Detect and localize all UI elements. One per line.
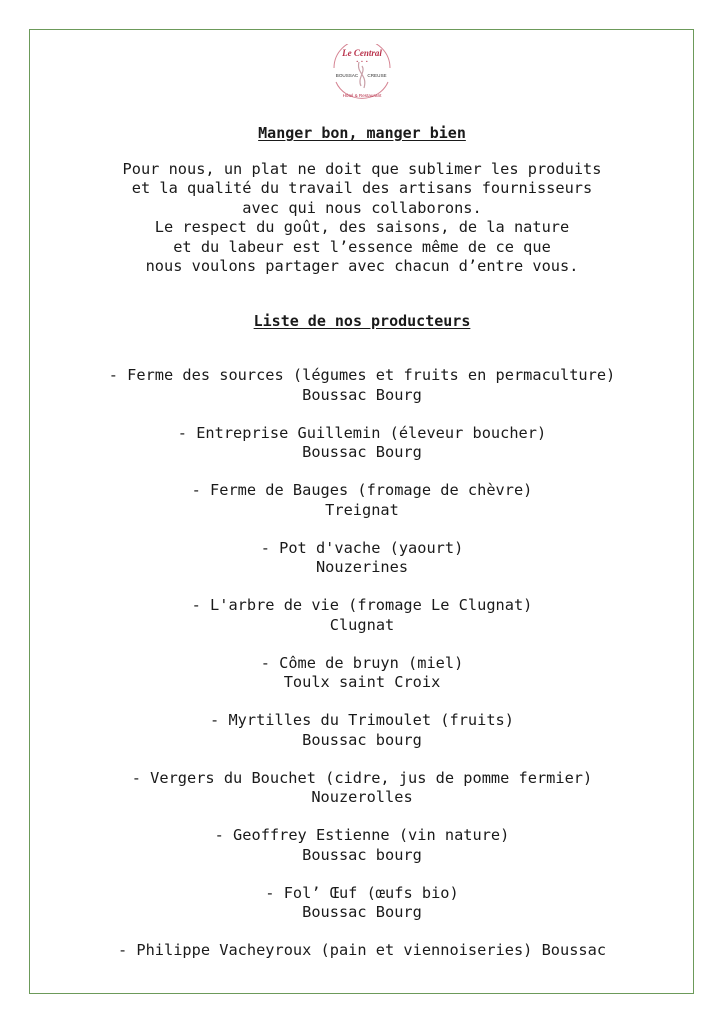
logo-stars: • • • xyxy=(355,59,369,64)
producer-item xyxy=(0,711,724,769)
logo-subtitle: Hôtel & Restaurant xyxy=(342,93,382,98)
producer-place: Boussac Bourg xyxy=(302,443,422,462)
logo-right-town: CREUSE xyxy=(367,73,387,78)
intro-line: et du labeur est l’essence même de ce que xyxy=(173,237,551,256)
producer-item xyxy=(0,654,724,712)
producer-place: Treignat xyxy=(325,500,399,519)
producer-name: - Philippe Vacheyroux (pain et viennoiseries) Boussac xyxy=(117,941,607,959)
producer-name: - Geoffrey Estienne (vin nature) xyxy=(214,826,510,844)
producer-name: - Entreprise Guillemin (éleveur boucher) xyxy=(177,423,547,442)
producer-name: - Ferme de Bauges (fromage de chèvre) xyxy=(191,481,533,499)
intro-line: nous voulons partager avec chacun d’entre vous. xyxy=(145,257,579,276)
producer-item xyxy=(0,596,724,654)
title-manger-bon: Manger bon, manger bien xyxy=(258,124,466,142)
producer-item xyxy=(0,826,724,884)
intro-line: et la qualité du travail des artisans fournisseurs xyxy=(131,179,593,198)
producer-list xyxy=(0,366,724,999)
producer-item xyxy=(0,481,724,539)
producer-name: - Fol’ Œuf (œufs bio) xyxy=(265,883,459,902)
intro-line: Le respect du goût, des saisons, de la nature xyxy=(154,218,570,237)
producer-item xyxy=(0,424,724,482)
producer-item xyxy=(0,366,724,424)
producer-name: - Ferme des sources (légumes et fruits en permaculture) xyxy=(108,366,616,384)
producer-name: - L'arbre de vie (fromage Le Clugnat) xyxy=(191,596,533,614)
producer-place: Nouzerolles xyxy=(311,788,413,807)
title-producer-list: Liste de nos producteurs xyxy=(253,312,471,330)
producer-name: - Côme de bruyn (miel) xyxy=(260,653,464,672)
producer-place: Boussac bourg xyxy=(302,845,422,864)
producer-item xyxy=(0,769,724,827)
producer-name: - Vergers du Bouchet (cidre, jus de pomme fermier) xyxy=(131,768,593,787)
intro-paragraph xyxy=(0,160,724,276)
logo-name: Le Central xyxy=(342,48,382,58)
producer-place: Clugnat xyxy=(329,615,395,634)
logo-left-town: BOUSSAC xyxy=(335,73,359,78)
producer-place: Boussac Bourg xyxy=(302,903,422,922)
producer-place: Boussac Bourg xyxy=(302,385,422,404)
producer-name: - Myrtilles du Trimoulet (fruits) xyxy=(210,711,514,729)
producer-place: Nouzerines xyxy=(315,558,409,577)
producer-item xyxy=(0,941,724,999)
producer-item xyxy=(0,884,724,942)
producer-item xyxy=(0,539,724,597)
producer-place: Toulx saint Croix xyxy=(283,673,441,692)
producer-name: - Pot d'vache (yaourt) xyxy=(260,538,464,557)
intro-line: avec qui nous collaborons. xyxy=(242,198,482,217)
producer-place: Boussac bourg xyxy=(302,730,422,749)
intro-line: Pour nous, un plat ne doit que sublimer les produits xyxy=(122,160,602,178)
restaurant-logo xyxy=(326,44,398,104)
